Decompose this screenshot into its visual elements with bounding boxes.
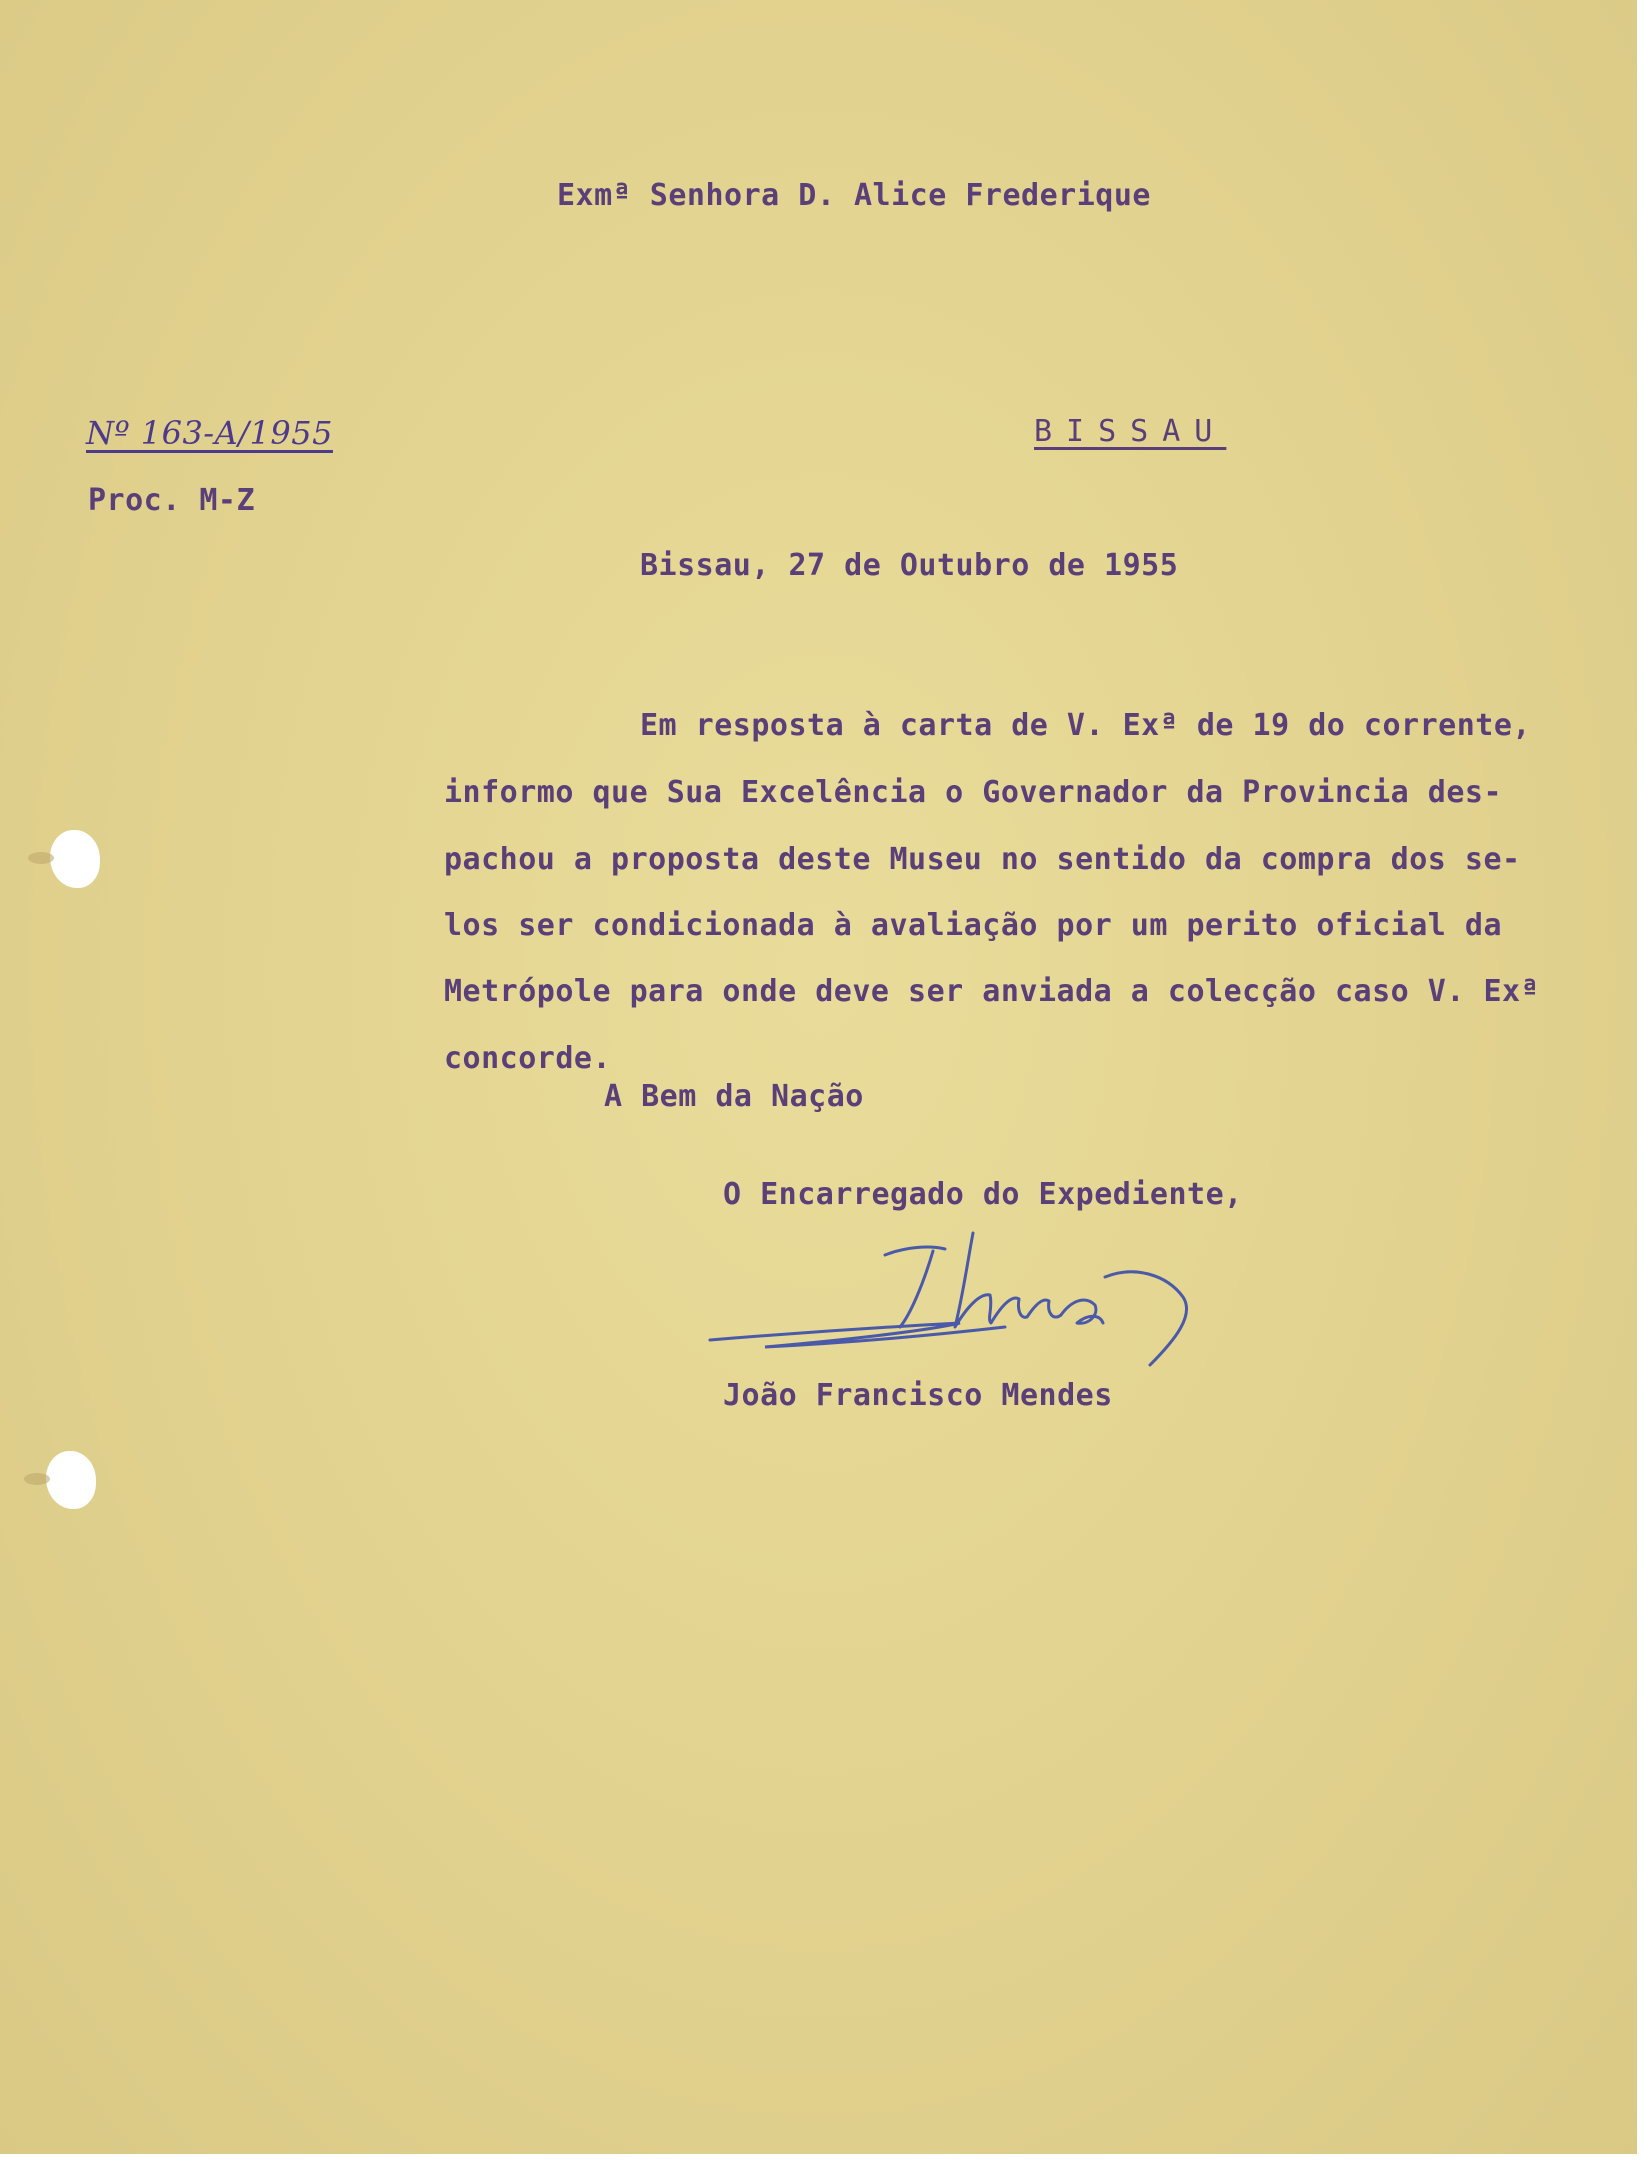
punch-hole bbox=[50, 830, 100, 888]
body-line: Em resposta à carta de V. Exª de 19 do corrente, bbox=[640, 708, 1531, 743]
body-line: concorde. bbox=[444, 1041, 612, 1076]
punch-hole bbox=[46, 1451, 96, 1509]
process-code: Proc. M-Z bbox=[88, 483, 256, 518]
body-line: Metrópole para onde deve ser anviada a colecção caso V. Exª bbox=[444, 974, 1540, 1009]
city-heading: BISSAU bbox=[1034, 414, 1227, 449]
closing-salutation: A Bem da Nação bbox=[604, 1079, 864, 1114]
reference-number: Nº 163-A/1955 bbox=[86, 414, 333, 452]
body-line: los ser condicionada à avaliação por um perito oficial da bbox=[444, 908, 1503, 943]
handwritten-signature bbox=[705, 1215, 1225, 1375]
body-line: informo que Sua Excelência o Governador da Provincia des- bbox=[444, 775, 1503, 810]
signatory-name: João Francisco Mendes bbox=[723, 1378, 1113, 1413]
letter-date: Bissau, 27 de Outubro de 1955 bbox=[640, 548, 1179, 583]
signatory-role: O Encarregado do Expediente, bbox=[723, 1177, 1243, 1212]
addressee: Exmª Senhora D. Alice Frederique bbox=[557, 178, 1151, 213]
body-line: pachou a proposta deste Museu no sentido da compra dos se- bbox=[444, 842, 1521, 877]
